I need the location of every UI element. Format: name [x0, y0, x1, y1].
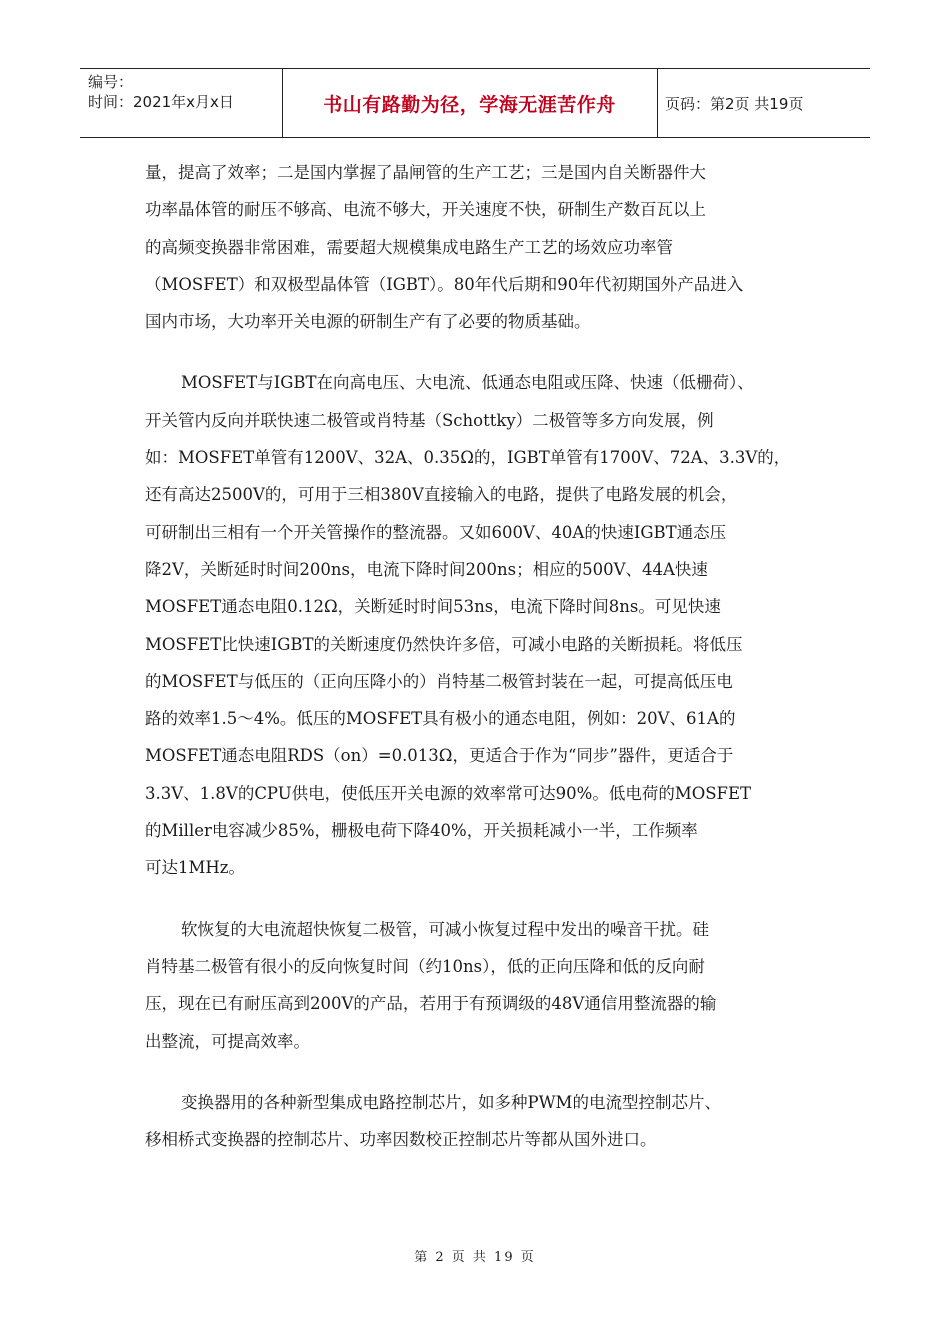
paragraph: [145, 364, 810, 886]
text-line: MOSFET通态电阻RDS（on）=0.013Ω，更适合于作为“同步”器件，更适合于: [145, 746, 734, 766]
text-line: 肖特基二极管有很小的反向恢复时间（约10ns），低的正向压降和低的反向耐: [145, 956, 705, 976]
text-line: 国内市场，大功率开关电源的研制生产有了必要的物质基础。: [145, 312, 591, 332]
text-line: 可研制出三相有一个开关管操作的整流器。又如600V、40A的快速IGBT通态压: [145, 522, 727, 542]
text-line: 压，现在已有耐压高到200V的产品，若用于有预调级的48V通信用整流器的输: [145, 994, 717, 1014]
document-number-label: 编号：: [88, 73, 134, 91]
text-line: （MOSFET）和双极型晶体管（IGBT）。80年代后期和90年代初期国外产品进入: [145, 274, 744, 294]
text-line: 功率晶体管的耐压不够高、电流不够大，开关速度不快，研制生产数百瓦以上: [145, 200, 706, 220]
text-line: 路的效率1.5～4%。低压的MOSFET具有极小的通态电阻，例如：20V、61A的: [145, 709, 736, 729]
text-line: 降2V，关断延时时间200ns，电流下降时间200ns；相应的500V、44A快速: [145, 559, 708, 579]
header-motto-cell: [282, 69, 658, 137]
text-line: MOSFET通态电阻0.12Ω，关断延时时间53ns，电流下降时间8ns。可见快速: [145, 597, 721, 617]
text-line: 可达1MHz。: [145, 858, 245, 878]
text-line: 的Miller电容减少85%，栅极电荷下降40%，开关损耗减小一半，工作频率: [145, 821, 698, 841]
paragraph: [145, 154, 810, 340]
text-line: 软恢复的大电流超快恢复二极管，可减小恢复过程中发出的噪音干扰。硅: [181, 919, 709, 939]
text-line: 出整流，可提高效率。: [145, 1031, 310, 1051]
text-line: 3.3V、1.8V的CPU供电，使低压开关电源的效率常可达90%。低电荷的MOSFET: [145, 783, 752, 803]
page-footer: 第 2 页 共 19 页: [414, 1250, 536, 1265]
header-meta: [80, 69, 283, 137]
header-motto: 书山有路勤为径，学海无涯苦作舟: [323, 93, 616, 116]
text-line: MOSFET比快速IGBT的关断速度仍然快许多倍，可减小电路的关断损耗。将低压: [145, 634, 743, 654]
document-body: [145, 154, 810, 1182]
text-line: MOSFET与IGBT在向高电压、大电流、低通态电阻或压降、快速（低栅荷）、: [181, 373, 754, 393]
header-page-cell: [657, 69, 870, 137]
paragraph: [145, 1084, 810, 1159]
paragraph: [145, 911, 810, 1060]
text-line: 还有高达2500V的，可用于三相380V直接输入的电路，提供了电路发展的机会，: [145, 485, 738, 505]
header-page-number: 页码：第2页 共19页: [665, 94, 804, 113]
text-line: 移相桥式变换器的控制芯片、功率因数校正控制芯片等都从国外进口。: [145, 1130, 657, 1150]
text-line: 的MOSFET与低压的（正向压降小的）肖特基二极管封装在一起，可提高低压电: [145, 671, 733, 691]
text-line: 的高频变换器非常困难，需要超大规模集成电路生产工艺的场效应功率管: [145, 237, 673, 257]
page-header: [80, 68, 870, 138]
text-line: 变换器用的各种新型集成电路控制芯片，如多种PWM的电流型控制芯片、: [181, 1092, 721, 1112]
document-date-label: 时间：2021年x月x日: [88, 93, 234, 111]
text-line: 开关管内反向并联快速二极管或肖特基（Schottky）二极管等多方向发展，例: [145, 410, 714, 430]
text-line: 量，提高了效率；二是国内掌握了晶闸管的生产工艺；三是国内自关断器件大: [145, 163, 706, 182]
text-line: 如：MOSFET单管有1200V、32A、0.35Ω的，IGBT单管有1700V、72A、3.3V的，: [145, 448, 791, 468]
